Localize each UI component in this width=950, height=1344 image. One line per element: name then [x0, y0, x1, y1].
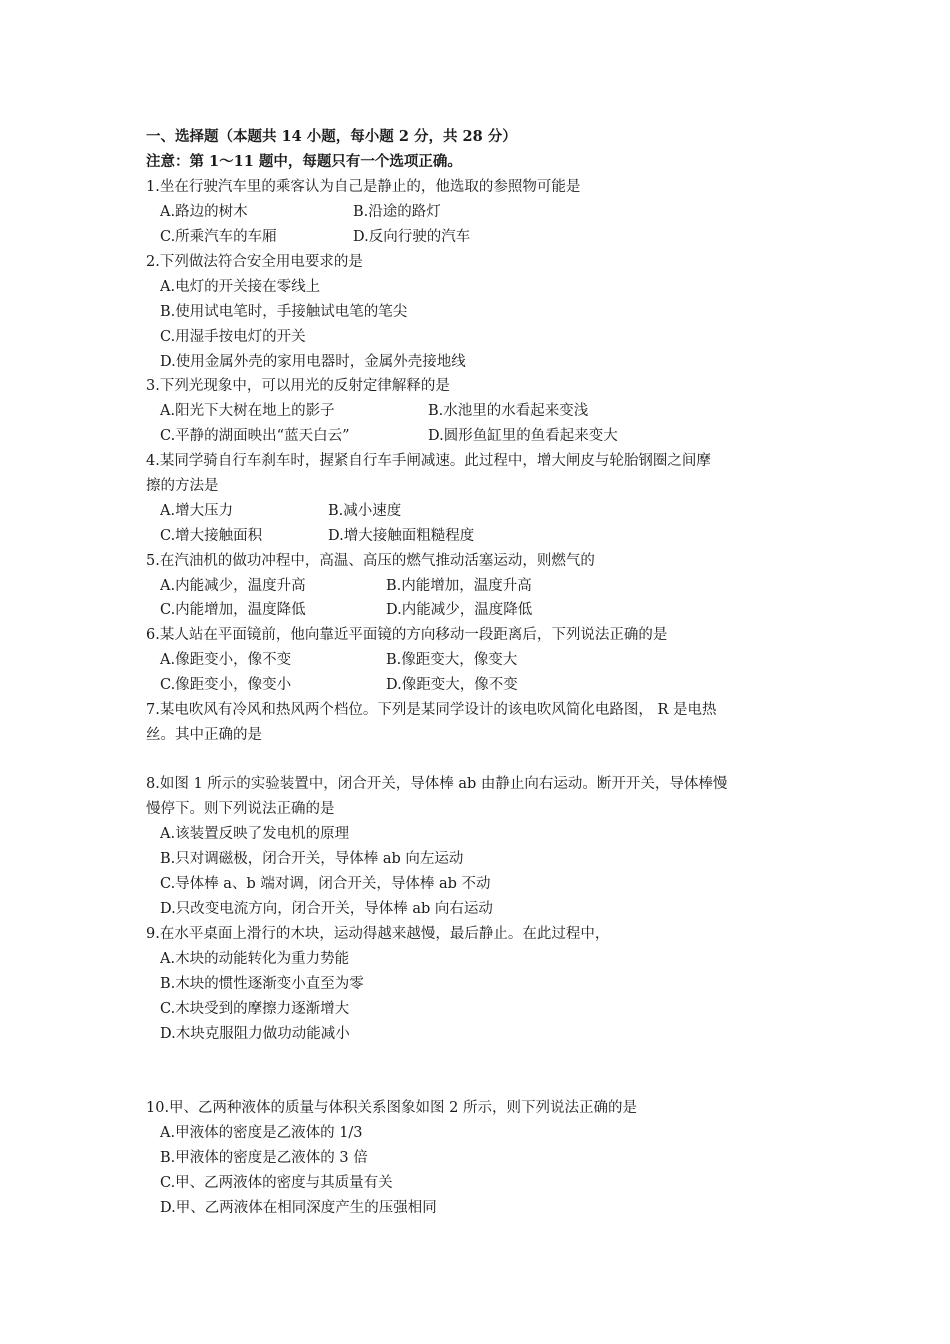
question-8-stem-line-1: 8.如图 1 所示的实验装置中，闭合开关，导体棒 ab 由静止向右运动。断开开关，导体棒慢	[146, 776, 728, 792]
question-5-stem: 5.在汽油机的做功冲程中，高温、高压的燃气推动活塞运动，则燃气的	[146, 553, 595, 569]
question-5-option-d: D.内能减少，温度降低	[386, 602, 533, 618]
question-2-option-d: D.使用金属外壳的家用电器时，金属外壳接地线	[160, 354, 466, 370]
question-3-stem: 3.下列光现象中，可以用光的反射定律解释的是	[146, 378, 450, 394]
question-1-option-c: C.所乘汽车的车厢	[160, 229, 277, 245]
section-note: 注意：第 1～11 题中，每题只有一个选项正确。	[146, 153, 462, 170]
question-7-stem-line-2: 丝。其中正确的是	[146, 727, 262, 743]
question-3-option-d: D.圆形鱼缸里的鱼看起来变大	[428, 428, 618, 444]
question-10-option-a: A.甲液体的密度是乙液体的 1/3	[160, 1125, 363, 1141]
question-8-option-c: C.导体棒 a、b 端对调，闭合开关，导体棒 ab 不动	[160, 876, 491, 892]
question-3-option-a: A.阳光下大树在地上的影子	[160, 403, 335, 419]
question-3-option-b: B.水池里的水看起来变浅	[428, 403, 589, 419]
question-2-option-b: B.使用试电笔时，手接触试电笔的笔尖	[160, 304, 408, 320]
question-7-stem-line-1: 7.某电吹风有冷风和热风两个档位。下列是某同学设计的该电吹风简化电路图， R 是电热	[146, 702, 717, 718]
question-1-stem: 1.坐在行驶汽车里的乘客认为自己是静止的，他选取的参照物可能是	[146, 179, 581, 195]
question-4-stem-line-2: 擦的方法是	[146, 478, 219, 494]
question-1-option-a: A.路边的树木	[160, 204, 248, 220]
question-4-option-b: B.减小速度	[328, 503, 402, 519]
question-8-option-b: B.只对调磁极，闭合开关，导体棒 ab 向左运动	[160, 851, 464, 867]
question-4-stem-line-1: 4.某同学骑自行车刹车时，握紧自行车手闸减速。此过程中，增大闸皮与轮胎钢圈之间摩	[146, 453, 711, 469]
question-9-stem: 9.在水平桌面上滑行的木块，运动得越来越慢，最后静止。在此过程中，	[146, 926, 610, 942]
question-4-option-d: D.增大接触面粗糙程度	[328, 528, 475, 544]
question-2-option-a: A.电灯的开关接在零线上	[160, 279, 321, 295]
question-4-option-c: C.增大接触面积	[160, 528, 263, 544]
question-10-stem: 10.甲、乙两种液体的质量与体积关系图象如图 2 所示，则下列说法正确的是	[146, 1100, 638, 1116]
question-6-option-a: A.像距变小，像不变	[160, 652, 292, 668]
question-9-option-a: A.木块的动能转化为重力势能	[160, 951, 350, 967]
question-10-option-d: D.甲、乙两液体在相同深度产生的压强相同	[160, 1200, 437, 1216]
question-1-option-d: D.反向行驶的汽车	[353, 229, 471, 245]
question-1-option-b: B.沿途的路灯	[353, 204, 441, 220]
question-9-option-b: B.木块的惯性逐渐变小直至为零	[160, 976, 364, 992]
question-9-option-d: D.木块克服阻力做功动能减小	[160, 1026, 350, 1042]
question-10-option-c: C.甲、乙两液体的密度与其质量有关	[160, 1175, 393, 1191]
question-3-option-c: C.平静的湖面映出“蓝天白云”	[160, 428, 350, 444]
question-6-option-b: B.像距变大，像变大	[386, 652, 518, 668]
question-5-option-a: A.内能减少，温度升高	[160, 578, 306, 594]
question-6-option-d: D.像距变大，像不变	[386, 677, 518, 693]
question-8-stem-line-2: 慢停下。则下列说法正确的是	[146, 801, 335, 817]
question-10-option-b: B.甲液体的密度是乙液体的 3 倍	[160, 1150, 368, 1166]
question-2-option-c: C.用湿手按电灯的开关	[160, 329, 306, 345]
question-2-stem: 2.下列做法符合安全用电要求的是	[146, 254, 363, 270]
question-4-option-a: A.增大压力	[160, 503, 234, 519]
question-9-option-c: C.木块受到的摩擦力逐渐增大	[160, 1001, 350, 1017]
question-5-option-c: C.内能增加，温度降低	[160, 602, 306, 618]
question-6-option-c: C.像距变小，像变小	[160, 677, 292, 693]
question-8-option-a: A.该装置反映了发电机的原理	[160, 826, 350, 842]
question-8-option-d: D.只改变电流方向，闭合开关，导体棒 ab 向右运动	[160, 901, 493, 917]
question-5-option-b: B.内能增加，温度升高	[386, 578, 532, 594]
section-heading: 一、选择题（本题共 14 小题，每小题 2 分，共 28 分）	[146, 128, 517, 145]
question-6-stem: 6.某人站在平面镜前，他向靠近平面镜的方向移动一段距离后，下列说法正确的是	[146, 627, 668, 643]
